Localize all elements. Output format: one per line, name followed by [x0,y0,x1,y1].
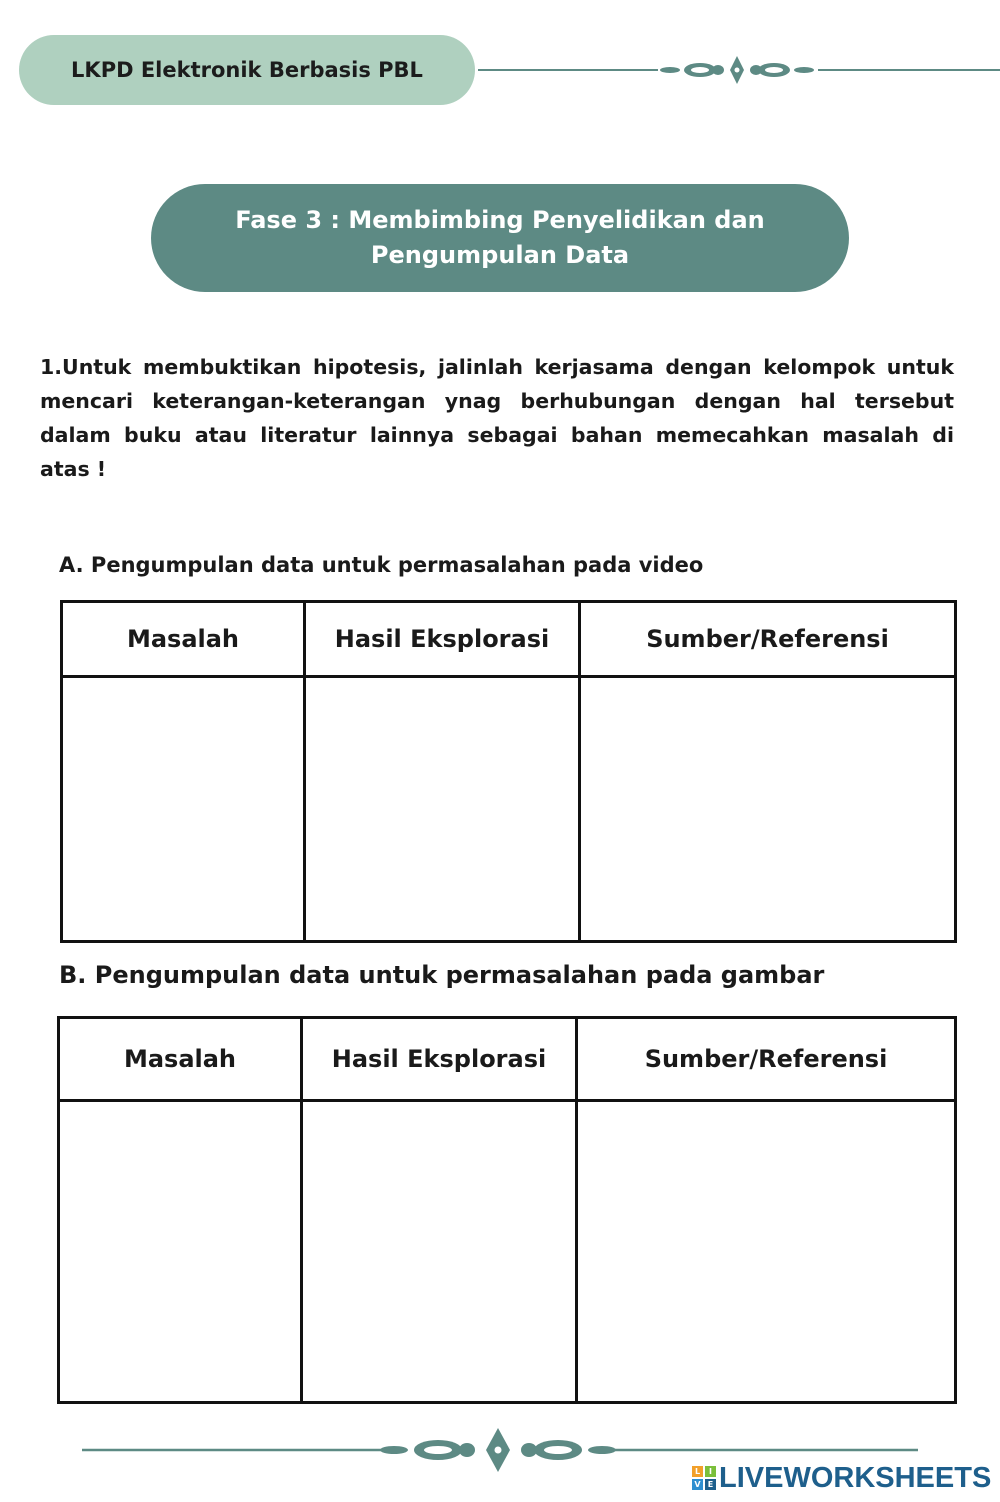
column-header-masalah: Masalah [62,602,305,677]
cell-hasil-eksplorasi-input[interactable] [305,677,580,942]
top-ornament-divider [478,52,1000,88]
phase-title-line-2: Pengumpulan Data [370,241,630,269]
table-header-row [62,602,956,677]
phase-title-line-1: Fase 3 : Membimbing Penyelidikan dan [235,206,765,234]
brand-text: LIVEWORKSHEETS [719,1461,992,1494]
liveworksheets-logo-icon: L I V E [692,1466,716,1490]
instruction-text: 1.Untuk membuktikan hipotesis, jalinlah kerjasama dengan kelompok untuk mencari keterangan-keterangan ynag berhubungan dengan hal tersebut dalam buku atau literatur lainnya sebagai bahan memecahkan masalah di atas ! [40,355,954,481]
column-header-sumber-referensi: Sumber/Referensi [577,1018,956,1101]
cell-hasil-eksplorasi-input[interactable] [302,1101,577,1403]
cell-sumber-referensi-input[interactable] [580,677,956,942]
column-header-hasil-eksplorasi: Hasil Eksplorasi [305,602,580,677]
cell-masalah-input[interactable] [59,1101,302,1403]
table-row [62,677,956,942]
column-header-masalah: Masalah [59,1018,302,1101]
column-header-sumber-referensi: Sumber/Referensi [580,602,956,677]
cell-sumber-referensi-input[interactable] [577,1101,956,1403]
header-badge [19,35,475,105]
section-a-title: A. Pengumpulan data untuk permasalahan pada video [59,553,704,577]
data-table-video [60,600,957,943]
liveworksheets-brand[interactable] [692,1458,991,1498]
table-header-row [59,1018,956,1101]
column-header-hasil-eksplorasi: Hasil Eksplorasi [302,1018,577,1101]
phase-banner [151,184,849,292]
cell-masalah-input[interactable] [62,677,305,942]
data-table-gambar [57,1016,957,1404]
section-b-title: B. Pengumpulan data untuk permasalahan pada gambar [59,961,825,989]
table-row [59,1101,956,1403]
header-label: LKPD Elektronik Berbasis PBL [71,58,423,82]
